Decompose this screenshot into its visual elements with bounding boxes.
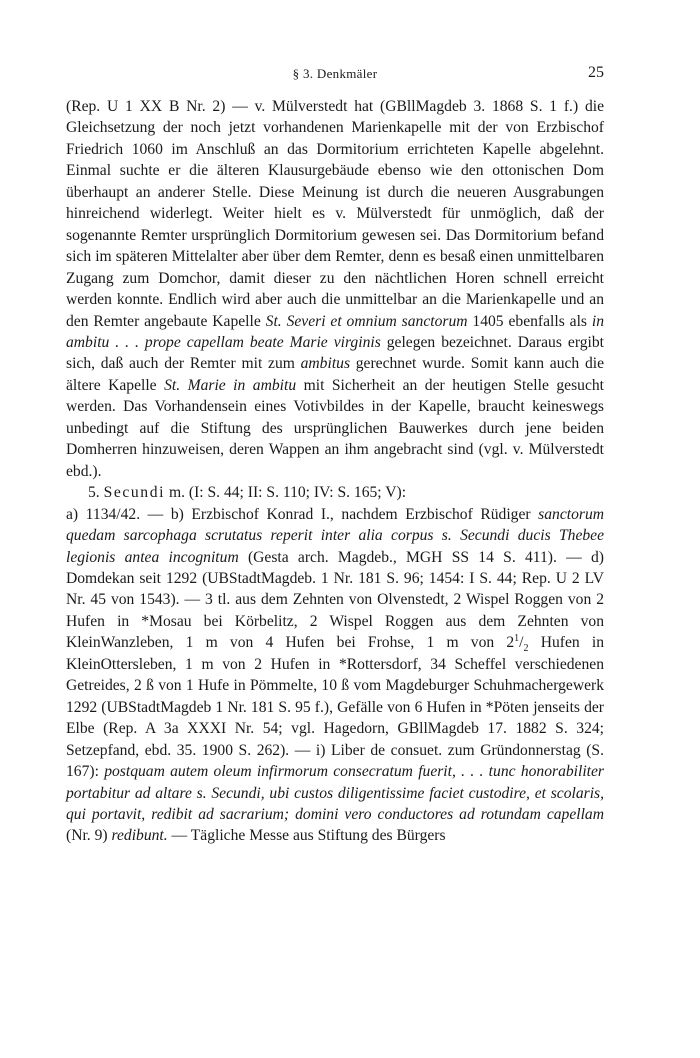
text-run: gelegen bezeichnet. Daraus ergibt sich, daß auch der Remter mit zum [66, 333, 604, 373]
text-run: a) 1134/42. — b) Erzbischof Konrad I., nachdem Erzbischof Rüdiger [66, 505, 539, 523]
italic-run: ambitus [300, 355, 351, 373]
italic-run: redibunt. [111, 827, 168, 845]
fraction-denominator: 2 [523, 643, 529, 655]
paragraph-3 [66, 504, 604, 847]
italic-run: in ambitu . . . prope capellam beate Marie virginis [66, 312, 605, 351]
italic-run: sanctorum quedam sarcophaga scrutatus reperit inter alia corpus s. Secundi ducis Thebee legionis antea incognitum [66, 505, 604, 566]
fraction-slash: / [519, 634, 524, 652]
text-run: (Nr. 9) [66, 827, 112, 845]
entry-name: Secundi [103, 484, 166, 502]
italic-run: postquam autem oleum infirmorum consecratum fuerit, . . . tunc honorabiliter portabitur ad altare s. Secundi, ubi custos diligentissime faciet custodire, et scolaris, qui portavit, redibit ad sacrarium; domini vero conductores ad rotundam capellam [66, 763, 604, 823]
text-run: 5. [88, 484, 104, 502]
text-run: (Rep. U 1 XX B Nr. 2) — v. Mülverstedt hat (GBllMagdeb 3. 1868 S. 1 f.) die Gleichsetzung der noch jetzt vorhandenen Marienkapelle mit der von Erzbischof Friedrich 1060 im Anschluß an das Dormitorium errichteten Kapelle abgelehnt. Einmal suchte er die älteren Klausurgebäude ebenso wie den ottonischen Dom überhaupt an anderer Stelle. Diese Meinung ist durch die neueren Ausgrabungen hinreichend widerlegt. Weiter hielt es v. Mülverstedt für unmöglich, daß der sogenannte Remter ursprünglich Dormitorium gewesen sei. Das Dormitorium befand sich im späteren Mittelalter aber über dem Remter, denn es besaß einen unmittelbaren Zugang zum Domchor, damit dieser zu den nächtlichen Horen schnell erreicht werden konnte. Endlich wird aber auch die unmittelbar an die Marienkapelle und an den Remter angebaute Kapelle [66, 98, 604, 330]
fraction-numerator: 1 [514, 633, 520, 645]
running-title: § 3. Denkmäler [292, 66, 378, 81]
page-number: 25 [588, 64, 604, 81]
text-run: m. (I: S. 44; II: S. 110; IV: S. 165; V): [165, 484, 407, 502]
paragraph-1 [66, 96, 604, 482]
text-run: 1405 ebenfalls als [467, 312, 592, 330]
page-header [66, 66, 604, 86]
body-text [66, 96, 604, 847]
text-run: (Gesta arch. Magdeb., MGH SS 14 S. 411). — d) Domdekan seit 1292 (UBStadtMagdeb. 1 Nr. 181 S. 96; 1454: I S. 44; Rep. U 2 LV Nr. 45 von 1543). — 3 tl. aus dem Zehnten von Olvenstedt, 2 Wispel Roggen von 2 Hufen in *Mosau bei Körbelitz, 2 Wispel Roggen aus dem Zehnten von KleinWanzleben, 1 m von 4 Hufen bei Frohse, 1 m von 2 [66, 548, 604, 652]
text-run: — Tägliche Messe aus Stiftung des Bürgers [167, 827, 446, 845]
paragraph-2 [66, 482, 604, 503]
italic-run: St. Marie in ambitu [164, 376, 297, 394]
text-run: gerechnet wurde. Somit kann auch die ältere Kapelle [66, 355, 604, 394]
italic-run: St. Severi et omnium sanctorum [265, 312, 468, 330]
text-run: Hufen in KleinOttersleben, 1 m von 2 Hufen in *Rottersdorf, 34 Scheffel verschiedenen Getreides, 2 ß von 1 Hufe in Pömmelte, 10 ß vom Magdeburger Schuhmachergewerk 1292 (UBStadtMagdeb 1 Nr. 181 S. 95 f.), Gefälle von 6 Hufen in *Pöten jenseits der Elbe (Rep. A 3a XXXI Nr. 54; vgl. Hagedorn, GBllMagdeb 17. 1882 S. 324; Setzepfand, ebd. 35. 1900 S. 262). — i) Liber de consuet. zum Gründonnerstag (S. 167): [66, 634, 604, 781]
text-run: mit Sicherheit an der heutigen Stelle gesucht werden. Das Vorhandensein eines Votivbildes in der Kapelle, braucht keineswegs unbedingt auf die Stiftung des ursprünglichen Bauwerkes durch jene beiden Domherren hinzuweisen, deren Wappen an ihm angebracht sind (vgl. v. Mülverstedt ebd.). [66, 376, 605, 480]
